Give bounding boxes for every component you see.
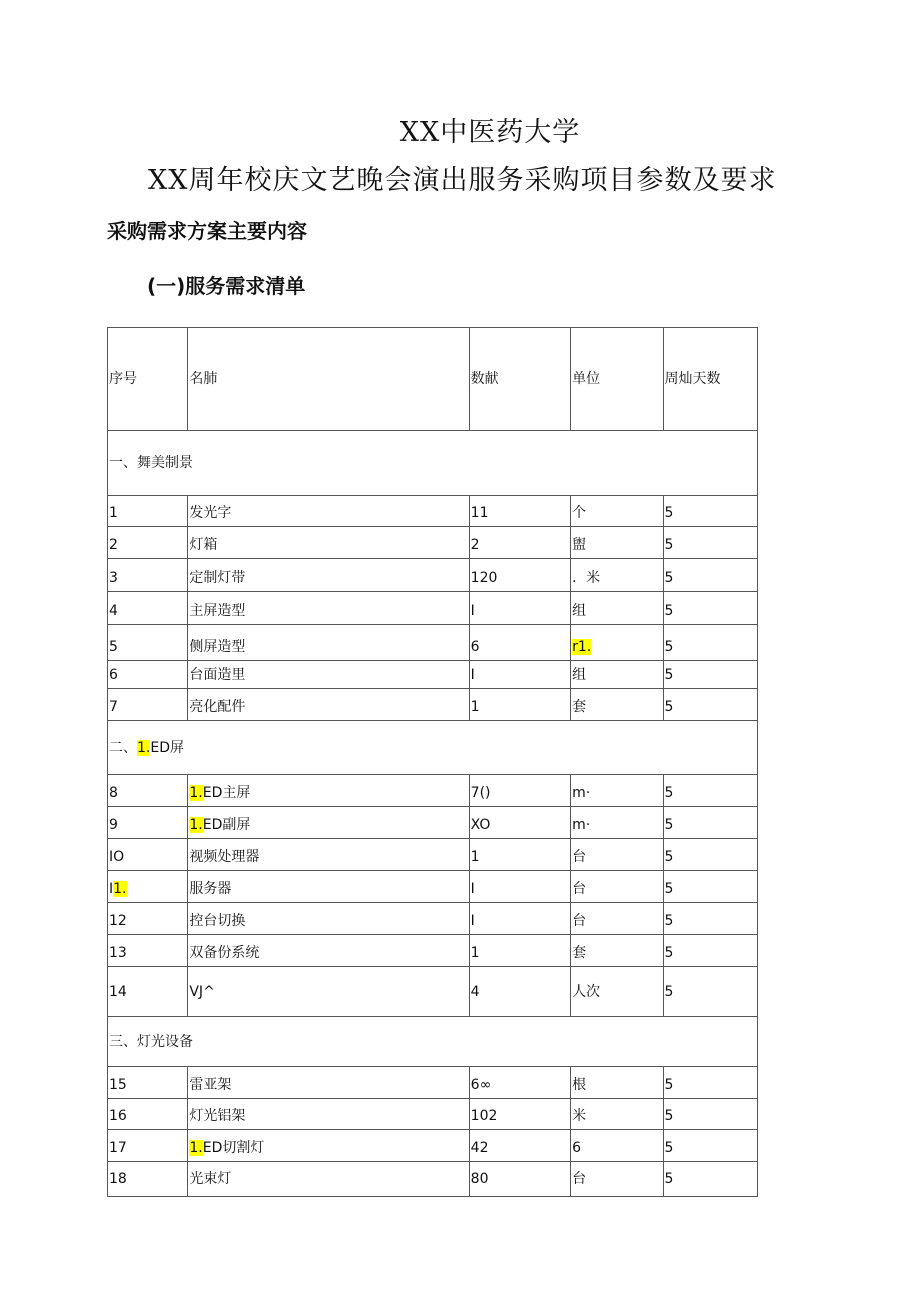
section-title-prefix: 二、 [109,739,137,756]
section-row [108,431,758,496]
cell-name-text: ED副屏 [202,817,251,833]
cell-days: 5 [663,839,757,871]
table-row [108,496,758,527]
cell-name: 光束灯 [188,1162,469,1197]
cell-days: 5 [663,559,757,592]
cell-unit: 米 [571,1099,663,1130]
cell-number: 2 [108,527,188,559]
cell-quantity: XO [469,807,570,839]
cell-quantity: I [469,661,570,689]
header-cell: 周灿天数 [663,328,757,431]
highlighted-text: 1. [189,785,203,801]
cell-quantity: 7() [469,775,570,807]
cell-unit [571,625,663,661]
document-title: XX中医药大学 [399,117,581,148]
cell-quantity: 1 [469,689,570,721]
table-row [108,1130,758,1162]
cell-number: 18 [108,1162,188,1197]
subsection-heading: (一)服务需求清单 [147,274,306,298]
cell-days: 5 [663,625,757,661]
cell-name [188,775,469,807]
cell-name [188,807,469,839]
cell-name-text: ED切割灯 [202,1140,265,1156]
cell-number: 7 [108,689,188,721]
cell-name: 服务器 [188,871,469,903]
cell-number [108,871,188,903]
cell-quantity: 120 [469,559,570,592]
cell-name: 控台切换 [188,903,469,935]
header-cell: 数献 [469,328,570,431]
cell-days: 5 [663,807,757,839]
table-row [108,775,758,807]
table-header-row [108,328,758,431]
table-row [108,661,758,689]
section-title: 一、舞美制景 [108,431,758,496]
table-row [108,871,758,903]
section-heading: 采购需求方案主要内容 [107,219,307,243]
cell-unit: m· [571,775,663,807]
cell-name: 台面造里 [188,661,469,689]
cell-unit: 台 [571,1162,663,1197]
cell-quantity: 2 [469,527,570,559]
cell-quantity: 4 [469,967,570,1017]
cell-unit: 个 [571,496,663,527]
cell-number: 6 [108,661,188,689]
cell-quantity: 1 [469,839,570,871]
cell-days: 5 [663,592,757,625]
cell-name: 视频处理器 [188,839,469,871]
cell-unit: 套 [571,935,663,967]
cell-number: 16 [108,1099,188,1130]
cell-days: 5 [663,967,757,1017]
cell-name: 亮化配件 [188,689,469,721]
cell-name: 雷亚架 [188,1067,469,1099]
cell-number: 8 [108,775,188,807]
cell-unit: 组 [571,661,663,689]
table-row [108,1067,758,1099]
table-row [108,967,758,1017]
cell-number: IO [108,839,188,871]
section-row [108,721,758,775]
cell-number: 4 [108,592,188,625]
cell-name: 侧屏造型 [188,625,469,661]
cell-days: 5 [663,1130,757,1162]
cell-name [188,1130,469,1162]
table-row [108,559,758,592]
cell-quantity: I [469,871,570,903]
cell-name: 灯箱 [188,527,469,559]
cell-number: 15 [108,1067,188,1099]
cell-unit: 6 [571,1130,663,1162]
cell-quantity: 102 [469,1099,570,1130]
cell-unit: 台 [571,871,663,903]
cell-name: VJ^ [188,967,469,1017]
table-row [108,903,758,935]
cell-unit: 组 [571,592,663,625]
table-row [108,689,758,721]
section-row [108,1017,758,1067]
cell-number: 12 [108,903,188,935]
cell-days: 5 [663,661,757,689]
header-cell: 序号 [108,328,188,431]
cell-quantity: I [469,903,570,935]
cell-days: 5 [663,871,757,903]
table-row [108,625,758,661]
cell-quantity: I [469,592,570,625]
cell-number: 13 [108,935,188,967]
highlighted-text: 1. [189,817,203,833]
table-row [108,592,758,625]
cell-quantity: 6 [469,625,570,661]
cell-number: 9 [108,807,188,839]
document-subtitle: XX周年校庆文艺晚会演出服务采购项目参数及要求 [148,165,777,196]
cell-unit: 盥 [571,527,663,559]
cell-quantity: 6∞ [469,1067,570,1099]
cell-name-text: ED主屏 [202,785,251,801]
table-row [108,527,758,559]
cell-name: 灯光铝架 [188,1099,469,1130]
highlighted-text: 1. [113,881,127,897]
service-requirements-table [107,327,758,1197]
cell-quantity: 11 [469,496,570,527]
cell-name: 发光字 [188,496,469,527]
cell-number-text: I [109,881,114,897]
cell-number: 14 [108,967,188,1017]
cell-quantity: 42 [469,1130,570,1162]
cell-name: 定制灯带 [188,559,469,592]
highlighted-text: 1. [137,739,151,756]
cell-unit: 套 [571,689,663,721]
table-row [108,807,758,839]
cell-number: 3 [108,559,188,592]
cell-unit: 根 [571,1067,663,1099]
cell-number: 1 [108,496,188,527]
table-row [108,935,758,967]
cell-unit: 台 [571,903,663,935]
cell-days: 5 [663,1162,757,1197]
cell-days: 5 [663,1067,757,1099]
cell-number: 5 [108,625,188,661]
header-cell: 名肺 [188,328,469,431]
table-row [108,1162,758,1197]
cell-unit: 台 [571,839,663,871]
cell-number: 17 [108,1130,188,1162]
cell-days: 5 [663,935,757,967]
section-title: 三、灯光设备 [108,1017,758,1067]
cell-days: 5 [663,689,757,721]
cell-quantity: 1 [469,935,570,967]
highlighted-text: r1. [572,639,592,655]
cell-quantity: 80 [469,1162,570,1197]
cell-days: 5 [663,496,757,527]
table-row [108,839,758,871]
cell-unit: 人次 [571,967,663,1017]
cell-days: 5 [663,903,757,935]
cell-name: 双备份系统 [188,935,469,967]
cell-days: 5 [663,1099,757,1130]
section-title [108,721,758,775]
highlighted-text: 1. [189,1140,203,1156]
section-title-rest: ED屏 [150,739,184,756]
cell-unit: m· [571,807,663,839]
cell-days: 5 [663,527,757,559]
cell-name: 主屏造型 [188,592,469,625]
header-cell: 单位 [571,328,663,431]
cell-unit: ．米 [571,559,663,592]
table-row [108,1099,758,1130]
cell-days: 5 [663,775,757,807]
